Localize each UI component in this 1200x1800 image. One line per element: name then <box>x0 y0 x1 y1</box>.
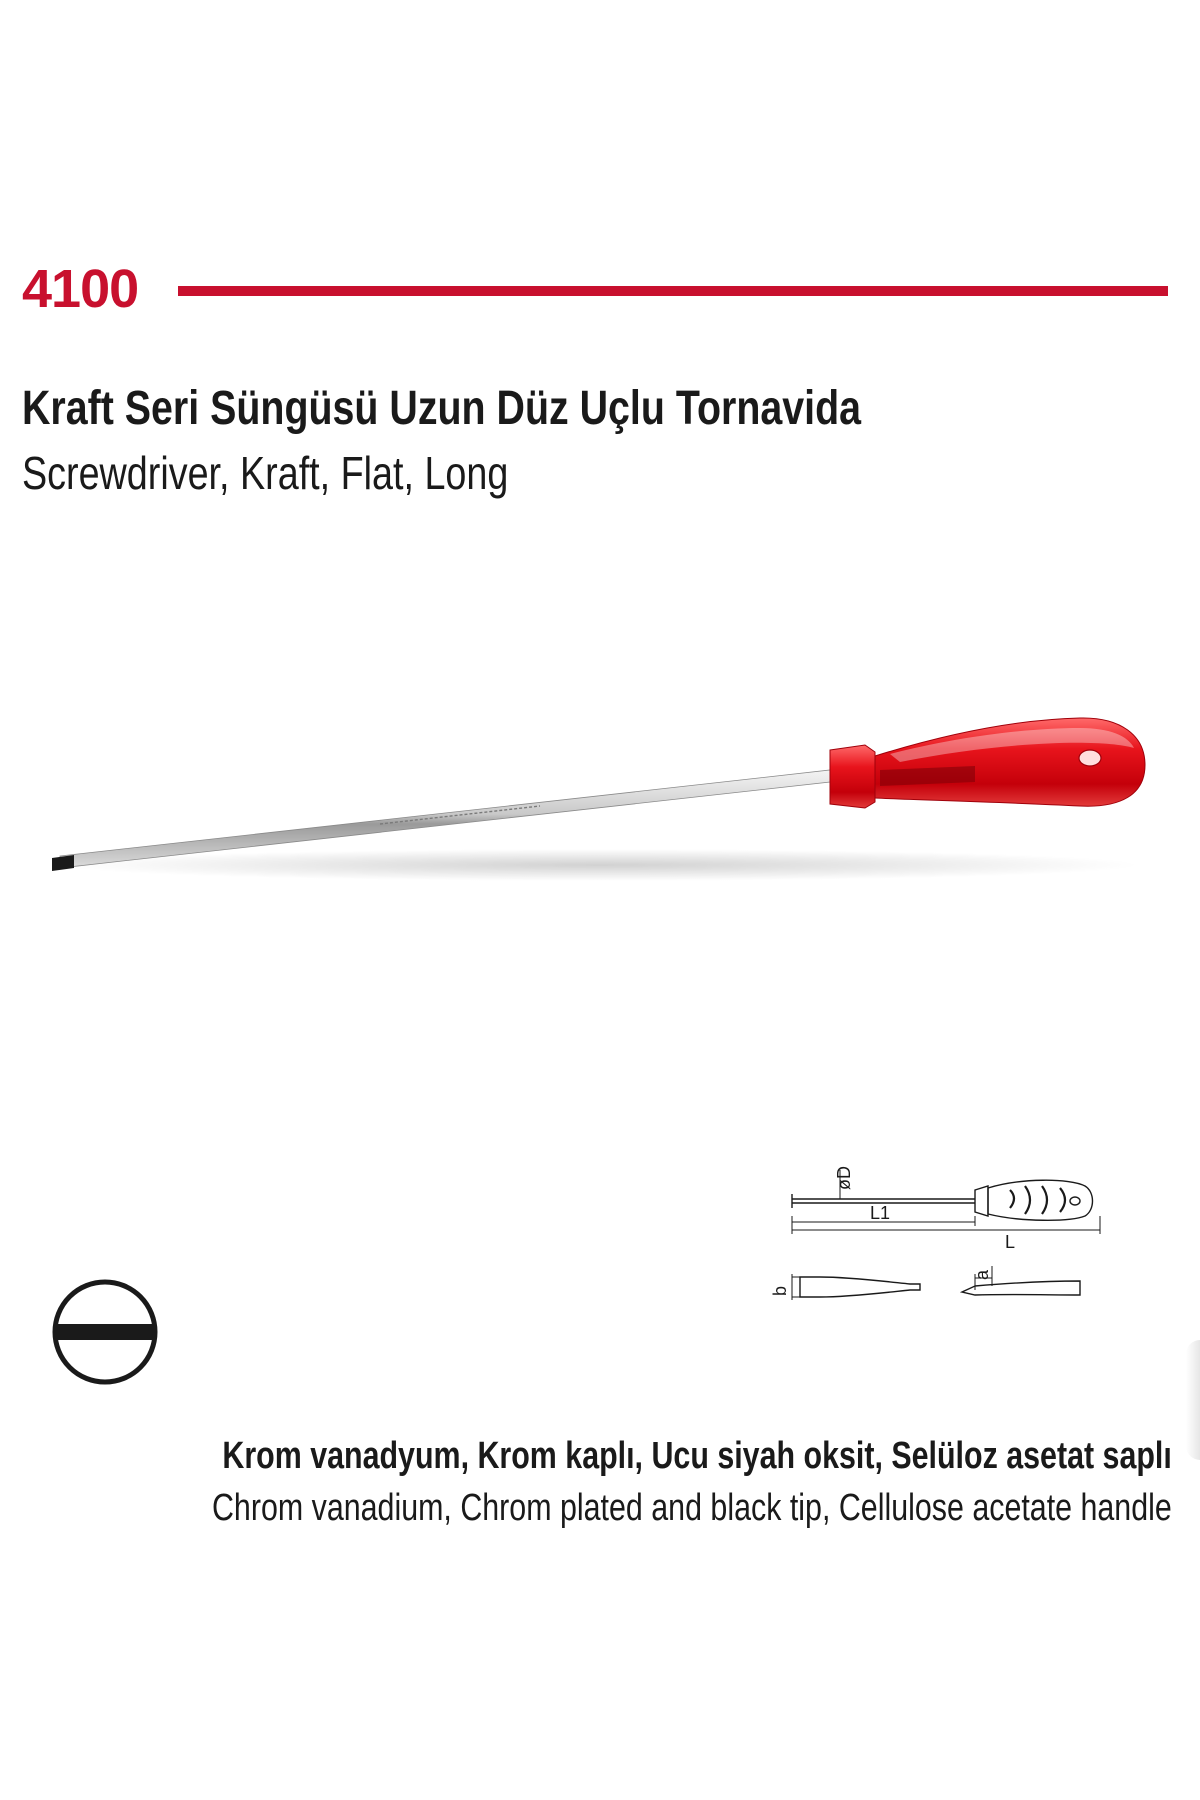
material-description-turkish: Krom vanadyum, Krom kaplı, Ucu siyah oksit, Selüloz asetat saplı <box>222 1435 1172 1477</box>
screwdriver-photo <box>40 690 1160 920</box>
drawing-label-blade-width: b <box>770 1285 790 1296</box>
drawing-label-diameter: øD <box>834 1166 854 1190</box>
product-title-english: Screwdriver, Kraft, Flat, Long <box>22 447 509 499</box>
screwdriver-handle <box>830 718 1145 808</box>
slotted-screw-head-icon <box>50 1277 160 1387</box>
product-title-turkish: Kraft Seri Süngüsü Uzun Düz Uçlu Tornavida <box>22 382 862 435</box>
drawing-label-shaft-length: L1 <box>870 1203 891 1223</box>
photo-shadow <box>60 849 1140 881</box>
technical-drawing <box>770 1150 1120 1320</box>
material-description-english: Chrom vanadium, Chrom plated and black tip, Cellulose acetate handle <box>212 1487 1172 1529</box>
screwdriver-black-tip <box>52 855 74 871</box>
product-code: 4100 <box>22 259 139 319</box>
drawing-label-total-length: L <box>1005 1232 1016 1252</box>
header-divider <box>178 286 1168 296</box>
drawing-label-blade-thickness: a <box>972 1269 992 1280</box>
drawing-blade-width-view <box>792 1274 920 1300</box>
page-edge-shadow <box>1186 1340 1200 1460</box>
